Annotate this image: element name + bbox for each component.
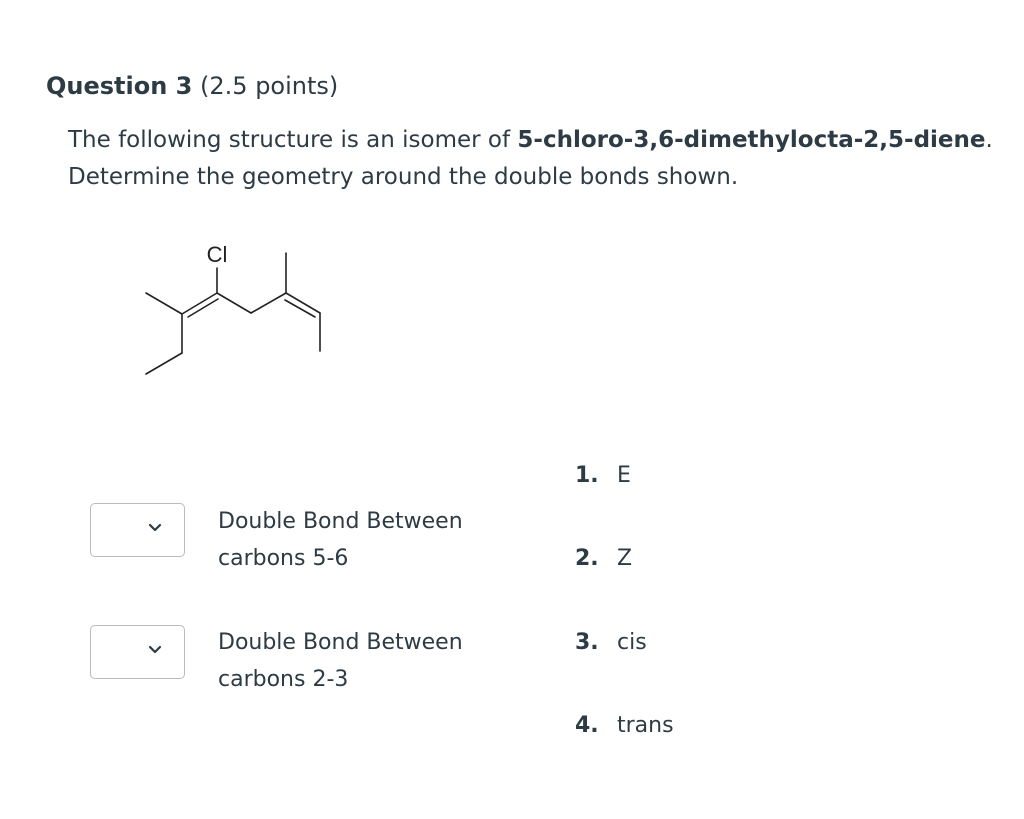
- option-text: E: [617, 463, 631, 488]
- bond-c6-methyl: [146, 293, 182, 314]
- option-number: 3.: [575, 630, 599, 655]
- bond-c4-c3: [251, 293, 286, 313]
- option-text: trans: [617, 713, 674, 738]
- bond-c3-c2-double-inner: [285, 300, 315, 317]
- skeletal-structure-diagram: [130, 235, 350, 385]
- question-instruction: Determine the geometry around the double bonds shown.: [68, 164, 739, 190]
- chlorine-label: Cl: [206, 242, 228, 267]
- option-text: Z: [617, 546, 633, 571]
- item-label-2-3: Double Bond Between carbons 2-3: [218, 630, 463, 692]
- option-item: [575, 628, 647, 658]
- bond-c5-c4: [217, 293, 251, 313]
- chevron-down-icon: [148, 523, 162, 533]
- option-item: [575, 711, 674, 741]
- option-number: 2.: [575, 546, 599, 571]
- compound-name: 5-chloro-3,6-dimethylocta-2,5-diene: [517, 127, 986, 153]
- option-number: 4.: [575, 713, 599, 738]
- question-points: (2.5 points): [200, 72, 339, 100]
- option-item: [575, 544, 632, 574]
- question-text-intro: The following structure is an isomer of: [68, 127, 518, 153]
- question-number: Question 3: [46, 72, 193, 100]
- question-title: [46, 70, 338, 102]
- option-text: cis: [617, 630, 647, 655]
- answer-select-5-6[interactable]: [90, 503, 185, 557]
- option-number: 1.: [575, 463, 599, 488]
- question-text-period: .: [985, 127, 993, 153]
- item-label-5-6: Double Bond Between carbons 5-6: [218, 509, 463, 571]
- option-item: [575, 461, 631, 491]
- bond-c8-c7: [146, 353, 182, 374]
- answer-select-2-3[interactable]: [90, 625, 185, 679]
- question-text: [68, 122, 998, 196]
- chevron-down-icon: [148, 645, 162, 655]
